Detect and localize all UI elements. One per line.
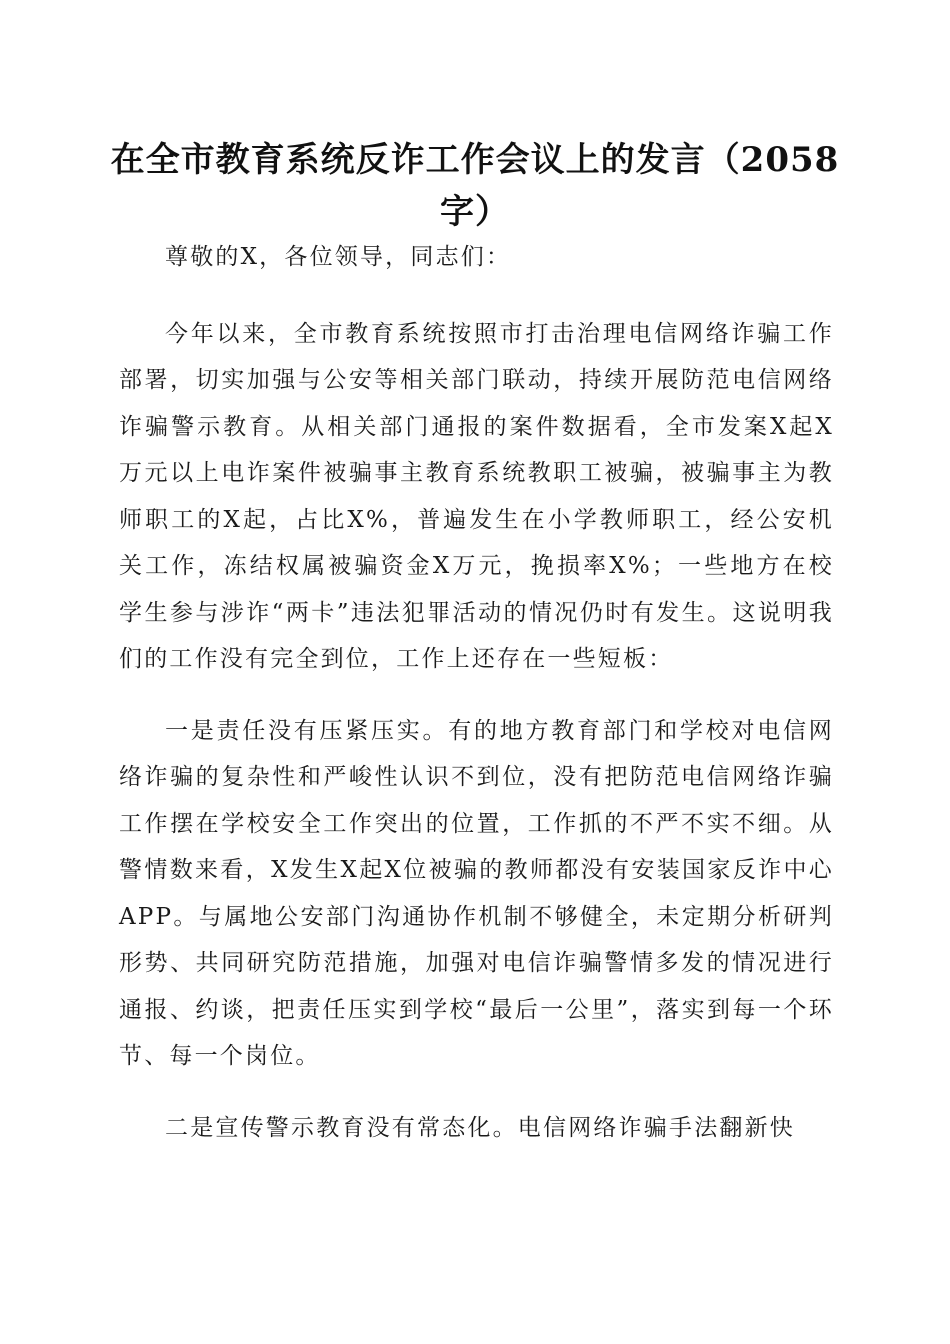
paragraph-intro: 今年以来，全市教育系统按照市打击治理电信网络诈骗工作部署，切实加强与公安等相关部门联动，持续开展防范电信网络诈骗警示教育。从相关部门通报的案件数据看，全市发案X起X万元以上电诈案件被骗事主教育系统教职工被骗，被骗事主为教师职工的X起，占比X%，普遍发生在小学教师职工，经公安机关工作，冻结权属被骗资金X万元，挽损率X%；一些地方在校学生参与涉诈“两卡”违法犯罪活动的情况仍时有发生。这说明我们的工作没有完全到位，工作上还存在一些短板： <box>119 320 834 672</box>
salutation: 尊敬的X，各位领导，同志们： <box>165 244 512 270</box>
paragraph-point-two: 二是宣传警示教育没有常态化。电信网络诈骗手法翻新快 <box>165 1114 795 1141</box>
document-title: 在全市教育系统反诈工作会议上的发言（2058字） <box>110 140 840 232</box>
paragraph-point-one: 一是责任没有压紧压实。有的地方教育部门和学校对电信网络诈骗的复杂性和严峻性认识不到位，没有把防范电信网络诈骗工作摆在学校安全工作突出的位置，工作抓的不严不实不细。从警情数来看，X发生X起X位被骗的教师都没有安装国家反诈中心APP。与属地公安部门沟通协作机制不够健全，未定期分析研判形势、共同研究防范措施，加强对电信诈骗警情多发的情况进行通报、约谈，把责任压实到学校“最后一公里”，落实到每一个环节、每一个岗位。 <box>119 717 834 1069</box>
document-body <box>119 234 834 1176</box>
